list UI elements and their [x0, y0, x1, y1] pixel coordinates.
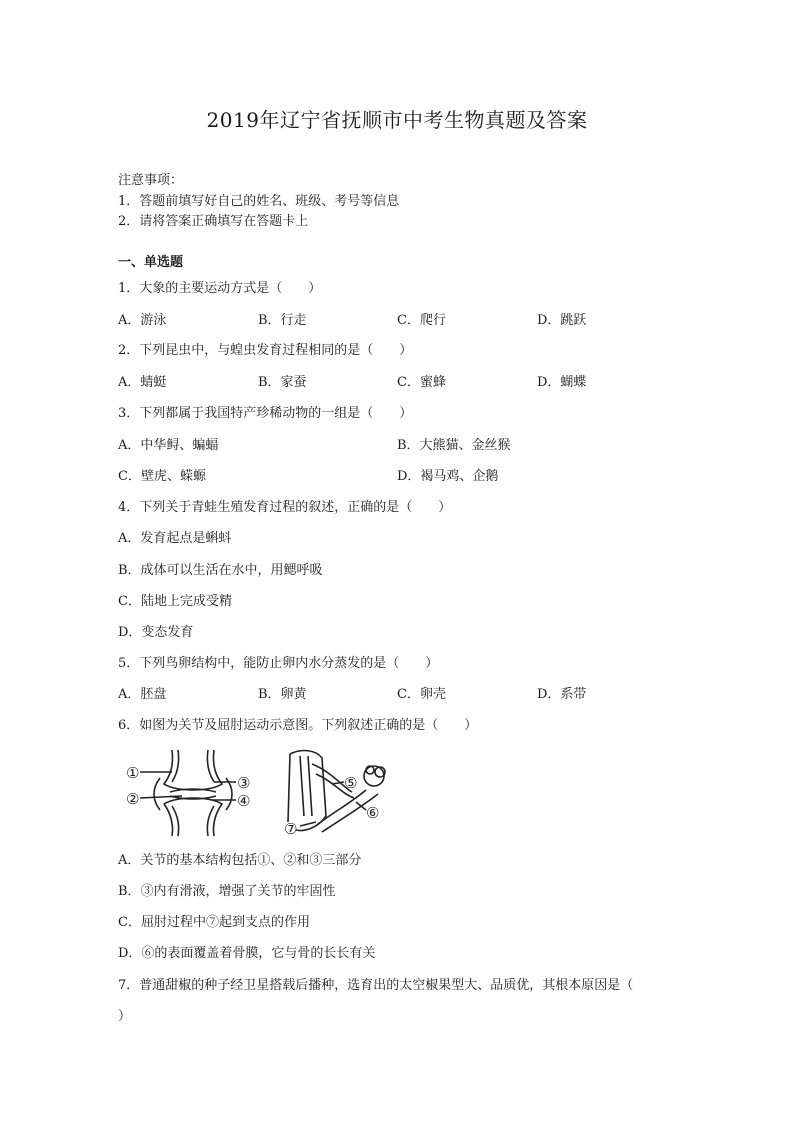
option-c: C．陆地上完成受精 [118, 594, 232, 609]
label-6: ⑥ [366, 804, 380, 822]
option-b: B．成体可以生活在水中，用鳃呼吸 [118, 563, 323, 578]
label-1: ① [126, 764, 140, 782]
page-title: 2019年辽宁省抚顺市中考生物真题及答案 [206, 108, 588, 132]
option-d: D．变态发育 [118, 625, 194, 640]
question-stem: 4．下列关于青蛙生殖发育过程的叙述，正确的是（ ） [118, 500, 452, 515]
option-a: A．胚盘 [118, 687, 167, 702]
label-4: ④ [237, 792, 251, 810]
option-b: B．大熊猫、金丝猴 [397, 438, 511, 453]
option-d: D．系带 [537, 687, 587, 702]
elbow-flexion-diagram [282, 746, 392, 838]
question-stem: 2．下列昆虫中，与蝗虫发育过程相同的是（ ） [118, 343, 413, 358]
question-stem: 3．下列都属于我国特产珍稀动物的一组是（ ） [118, 406, 413, 421]
option-b: B．③内有滑液，增强了关节的牢固性 [118, 884, 336, 899]
option-c: C．蜜蜂 [397, 375, 446, 390]
option-a: A．关节的基本结构包括①、②和③三部分 [118, 853, 362, 868]
option-a: A．蜻蜓 [118, 375, 167, 390]
question-stem: 5．下列鸟卵结构中，能防止卵内水分蒸发的是（ ） [118, 656, 439, 671]
label-7: ⑦ [284, 820, 298, 838]
option-c: C．爬行 [397, 313, 446, 328]
option-d: D．蝴蝶 [537, 375, 587, 390]
section-heading: 一、单选题 [118, 255, 184, 270]
question-stem: 1．大象的主要运动方式是（ ） [118, 281, 322, 296]
option-a: A．发育起点是蝌蚪 [118, 531, 232, 546]
option-c: C．卵壳 [397, 687, 446, 702]
question-stem-continuation: ） [118, 1009, 132, 1024]
option-c: C．壁虎、蝾螈 [118, 469, 206, 484]
option-b: B．家蚕 [258, 375, 307, 390]
option-d: D．⑥的表面覆盖着骨膜，它与骨的长长有关 [118, 946, 376, 961]
option-c: C．屈肘过程中⑦起到支点的作用 [118, 915, 310, 930]
question-stem: 6．如图为关节及屈肘运动示意图。下列叙述正确的是（ ） [118, 718, 478, 733]
option-d: D．褐马鸡、企鹅 [397, 469, 499, 484]
label-3: ③ [237, 774, 251, 792]
label-2: ② [126, 790, 140, 808]
question-stem: 7．普通甜椒的种子经卫星搭载后播种，选育出的太空椒果型大、品质优，其根本原因是（ [118, 978, 634, 993]
notice-item: 2．请将答案正确填写在答题卡上 [118, 214, 309, 229]
option-a: A．游泳 [118, 313, 167, 328]
notice-item: 1．答题前填写好自己的姓名、班级、考号等信息 [118, 194, 400, 209]
option-d: D．跳跃 [537, 313, 587, 328]
option-b: B．卵黄 [258, 687, 307, 702]
option-a: A．中华鲟、蝙蝠 [118, 438, 219, 453]
notice-heading: 注意事项： [118, 173, 184, 188]
label-5: ⑤ [344, 774, 358, 792]
option-b: B．行走 [258, 313, 307, 328]
joint-diagram [124, 748, 264, 838]
